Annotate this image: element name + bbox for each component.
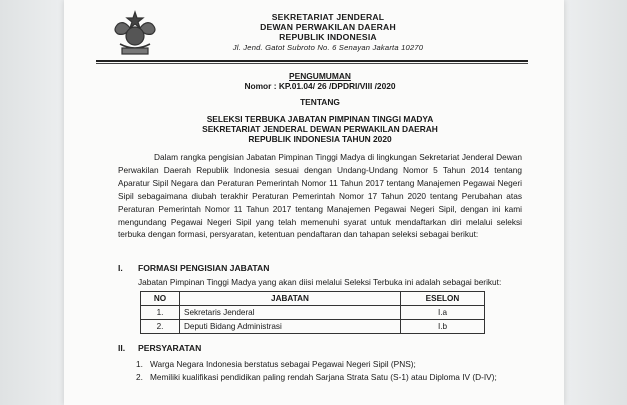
table-row	[141, 320, 485, 334]
notice-subject-line: SELEKSI TERBUKA JABATAN PIMPINAN TINGGI MADYA	[206, 113, 434, 124]
position-table	[140, 291, 485, 334]
notice-subject-line: SEKRETARIAT JENDERAL DEWAN PERWAKILAN DAERAH	[202, 123, 438, 134]
intro-paragraph	[118, 151, 522, 241]
section2-number: II.	[118, 343, 126, 353]
table-cell-jabatan: Sekretaris Jenderal	[180, 306, 401, 320]
letterhead-address: Jl. Jend. Gatot Subroto No. 6 Senayan Jakarta 10270	[232, 43, 424, 52]
list-item-text: Warga Negara Indonesia berstatus sebagai Pegawai Negeri Sipil (PNS);	[150, 359, 416, 369]
background-left	[0, 0, 64, 405]
table-header-eselon: ESELON	[401, 292, 485, 306]
list-item-number: 2.	[136, 371, 143, 382]
letterhead-line3: REPUBLIK INDONESIA	[279, 32, 377, 42]
dpd-emblem-icon	[104, 6, 166, 58]
background-right	[564, 0, 627, 405]
notice-subject-line: REPUBLIK INDONESIA TAHUN 2020	[248, 134, 392, 145]
section2-heading	[118, 343, 201, 353]
section2-title: PERSYARATAN	[138, 343, 202, 353]
notice-heading: PENGUMUMAN	[289, 71, 351, 81]
section1-title: FORMASI PENGISIAN JABATAN	[138, 263, 270, 273]
table-cell-no: 2.	[141, 320, 180, 334]
letterhead-line1: SEKRETARIAT JENDERAL	[271, 12, 385, 22]
table-header-no: NO	[141, 292, 180, 306]
notice-title-block	[120, 71, 520, 144]
notice-number: Nomor : KP.01.04/ 26 /DPDRI/VIII /2020	[244, 81, 396, 92]
table-header-row	[141, 292, 485, 306]
section1-number: I.	[118, 263, 123, 273]
section1-text: Jabatan Pimpinan Tinggi Madya yang akan diisi melalui Seleksi Terbuka ini adalah sebagai berikut:	[138, 277, 502, 287]
list-item	[136, 371, 516, 384]
notice-about: TENTANG	[300, 97, 340, 108]
letterhead-line2: DEWAN PERWAKILAN DAERAH	[260, 22, 396, 32]
table-cell-no: 1.	[141, 306, 180, 320]
list-item	[136, 358, 516, 371]
table-cell-eselon: I.a	[401, 306, 485, 320]
table-row	[141, 306, 485, 320]
table-cell-jabatan: Deputi Bidang Administrasi	[180, 320, 401, 334]
intro-text: Dalam rangka pengisian Jabatan Pimpinan Tinggi Madya di lingkungan Sekretariat Jenderal Dewan Perwakilan Daerah Republik Indonesia sesuai dengan Undang-Undang Nomor 5 Tahun 2014 tentang Aparatur Sipil Negara dan Peraturan Pemerintah Nomor 11 Tahun 2017 tentang Manajemen Pegawai Negeri Sipil sebagaimana diubah terakhir Peraturan Pemerintah Nomor 17 Tahun 2020 tentang Perubahan atas Peraturan Pemerintah Nomor 11 Tahun 2017 tentang Manajemen Pegawai Negeri Sipil, dengan ini kami mengundang Pegawai Negeri Sipil yang telah memenuhi syarat untuk mendaftarkan diri melalui seleksi terbuka dengan formasi, persyaratan, ketentuan pendaftaran dan tahapan seleksi sebagai berikut:	[118, 152, 522, 240]
table-header-jabatan: JABATAN	[180, 292, 401, 306]
letterhead-rule-thick	[96, 60, 528, 62]
list-item-number: 1.	[136, 359, 143, 369]
list-item-text: Memiliki kualifikasi pendidikan paling rendah Sarjana Strata Satu (S-1) atau Diploma IV (D-IV);	[150, 371, 497, 382]
letterhead	[178, 12, 478, 53]
letterhead-rule-thin	[96, 63, 528, 64]
table-cell-eselon: I.b	[401, 320, 485, 334]
requirements-list	[136, 358, 516, 383]
